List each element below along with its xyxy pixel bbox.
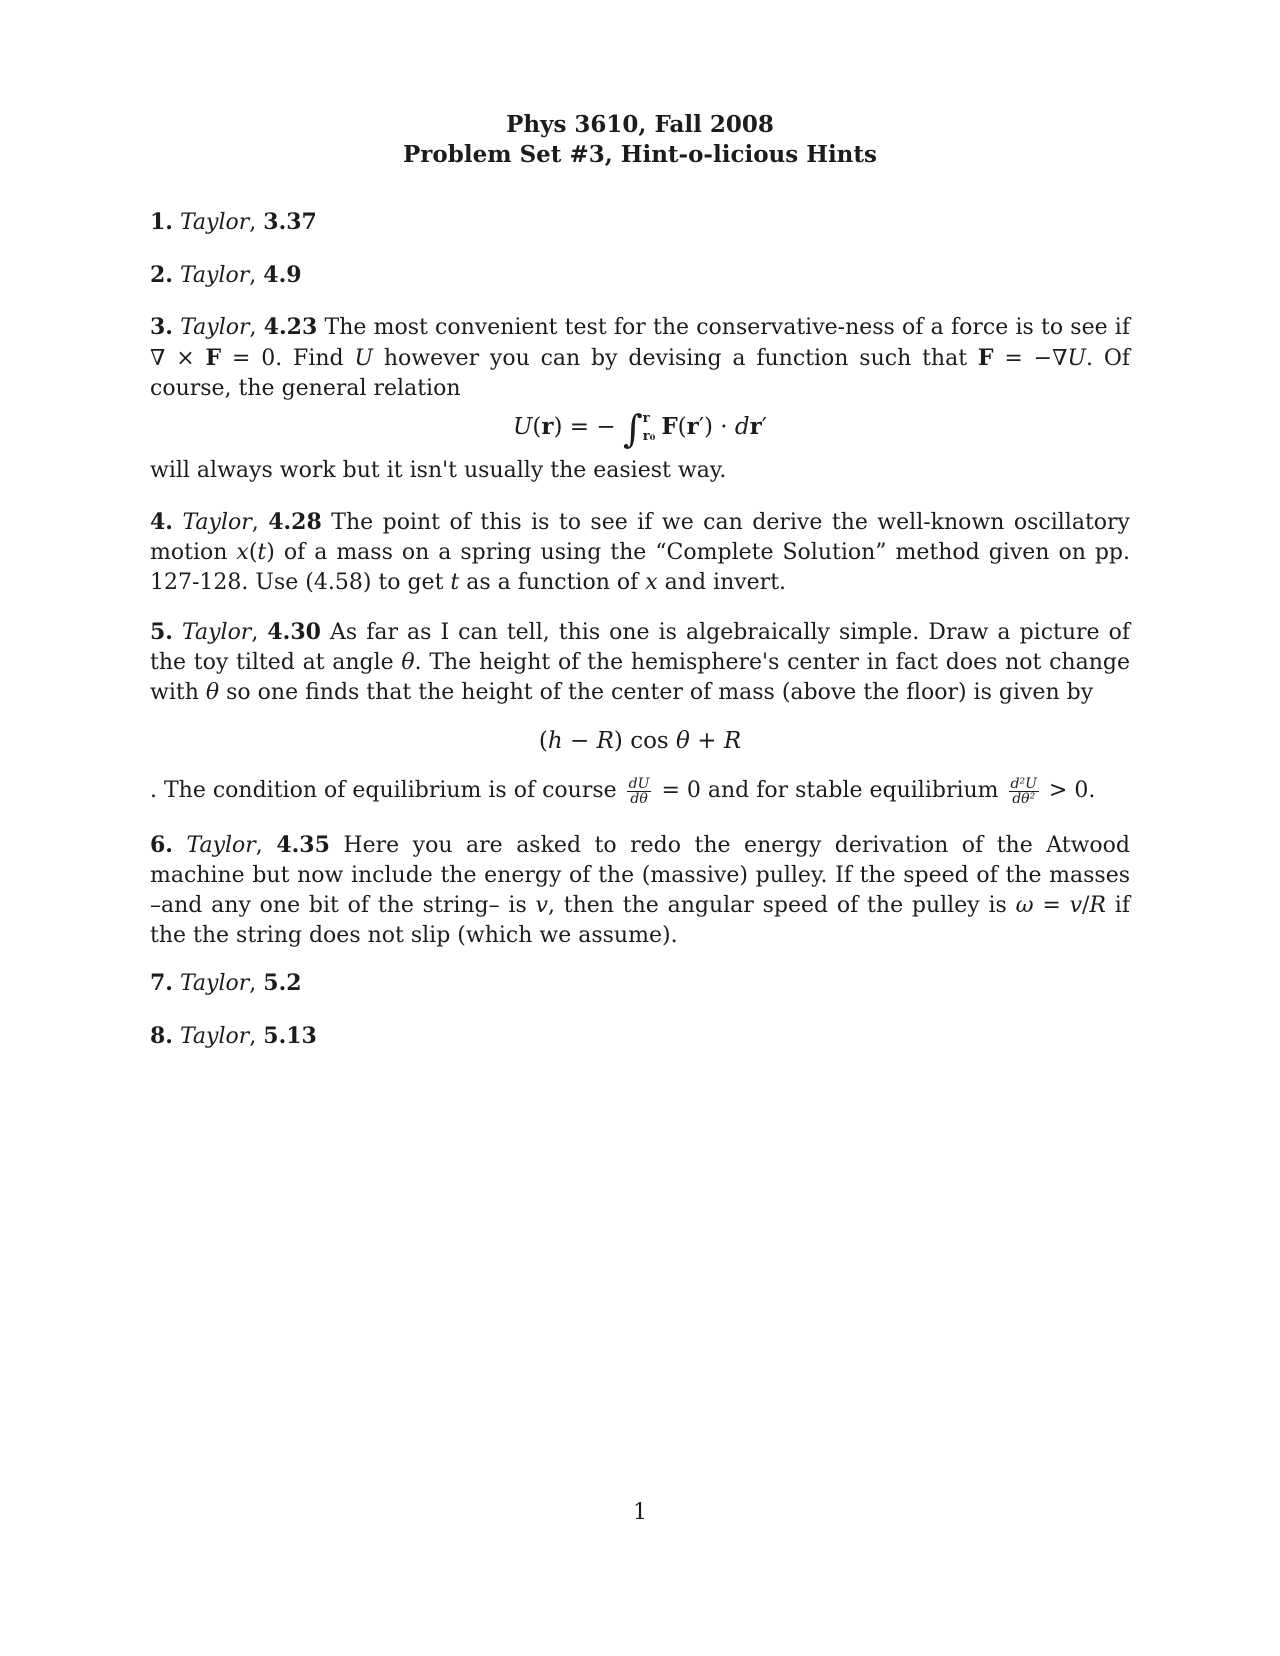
problem-5: 5. Taylor, 4.30 As far as I can tell, this one is algebraically simple. Draw a picture of the toy tilted at angle θ. The height of the hemisphere's center in fact does not change with θ so one finds that the height of the center of mass (above the floor) is given by [150,619,1130,705]
problem-number: 7. [150,970,173,996]
problem-6: 6. Taylor, 4.35 Here you are asked to redo the energy derivation of the Atwood machine but now include the energy of the (massive) pulley. If the speed of the masses –and any one bit of the string– is v, then the angular speed of the pulley is ω = v/R if the the string does not slip (which we assume). [150,832,1130,948]
equation-center-of-mass-height: (h − R) cos θ + R [538,728,742,754]
problem-2: 2. Taylor, 4.9 [150,262,302,288]
problem-8: 8. Taylor, 5.13 [150,1023,317,1049]
problem-number: 3. [150,314,173,340]
problem-4: 4. Taylor, 4.28 The point of this is to see if we can derive the well-known oscillatory motion x(t) of a mass on a spring using the “Complete Solution” method given on pp. 127-128. Use (4.58) to get t as a function of x and invert. [150,509,1131,595]
problem-ref: 4.30 [267,619,321,645]
derivative-dU-dtheta: $\frac{dU}{d\theta}$ [628,775,650,807]
problem-source: Taylor [186,833,256,858]
title-line-2: Problem Set #3, Hint-o-licious Hints [403,141,877,168]
problem-source: Taylor [182,510,252,535]
second-derivative-d2U-dtheta2: $\frac{\text{d²U}}{\text{dθ²}}$ [1010,775,1037,807]
problem-7: 7. Taylor, 5.2 [150,970,302,996]
problem-number: 5. [150,619,173,645]
problem-5-after: . The condition of equilibrium is of course $\frac{dU}{d\theta}$ = 0 and for stable equilibrium $\frac{\text{d²U}}{\text{dθ²}}$ > 0. [150,775,1096,807]
problem-source: Taylor [179,971,250,996]
problem-source: Taylor [179,263,250,288]
problem-text: The point of this is to see if we can derive the well-known oscillatory motion [150,510,1130,565]
title-line-1: Phys 3610, Fall 2008 [506,111,774,138]
problem-source: Taylor [179,1024,250,1049]
problem-1: 1. Taylor, 3.37 [150,209,317,235]
equation-potential-integral: U(r) = − ∫ r r₀ F(r′) · dr′ [513,407,767,451]
page-number: 1 [633,1500,647,1525]
problem-source: Taylor [179,210,250,235]
problem-text: As far as I can tell, this one is algebraically simple. Draw a picture of the toy tilted at angle [150,620,1130,675]
problem-number: 8. [150,1023,173,1049]
problem-source: Taylor [182,620,252,645]
problem-3: 3. Taylor, 4.23 The most convenient test for the conservative-ness of a force is to see if ∇ × F = 0. Find U however you can by devising a function such that F = −∇U. Of course, the general relation [150,314,1131,401]
problem-ref: 3.37 [263,209,317,235]
problem-number: 4. [150,509,173,535]
problem-text: Here you are asked to redo the energy derivation of the Atwood machine but now include the energy of the (massive) pulley. If the speed of the masses –and any one bit of the string– is [150,833,1130,918]
problem-ref: 4.23 [263,314,318,340]
problem-ref: 5.2 [263,970,302,996]
problem-ref: 4.28 [268,509,322,535]
problem-3-after: will always work but it isn't usually the easiest way. [150,458,727,483]
problem-number: 6. [150,832,173,858]
problem-number: 1. [150,209,173,235]
document-title [0,110,1280,170]
problem-ref: 5.13 [263,1023,317,1049]
problem-number: 2. [150,262,173,288]
problem-text: The most convenient test for the conservative-ness of a force is to see if [324,315,1130,340]
problem-ref: 4.9 [263,262,302,288]
problem-source: Taylor [180,315,250,340]
problem-ref: 4.35 [276,832,330,858]
